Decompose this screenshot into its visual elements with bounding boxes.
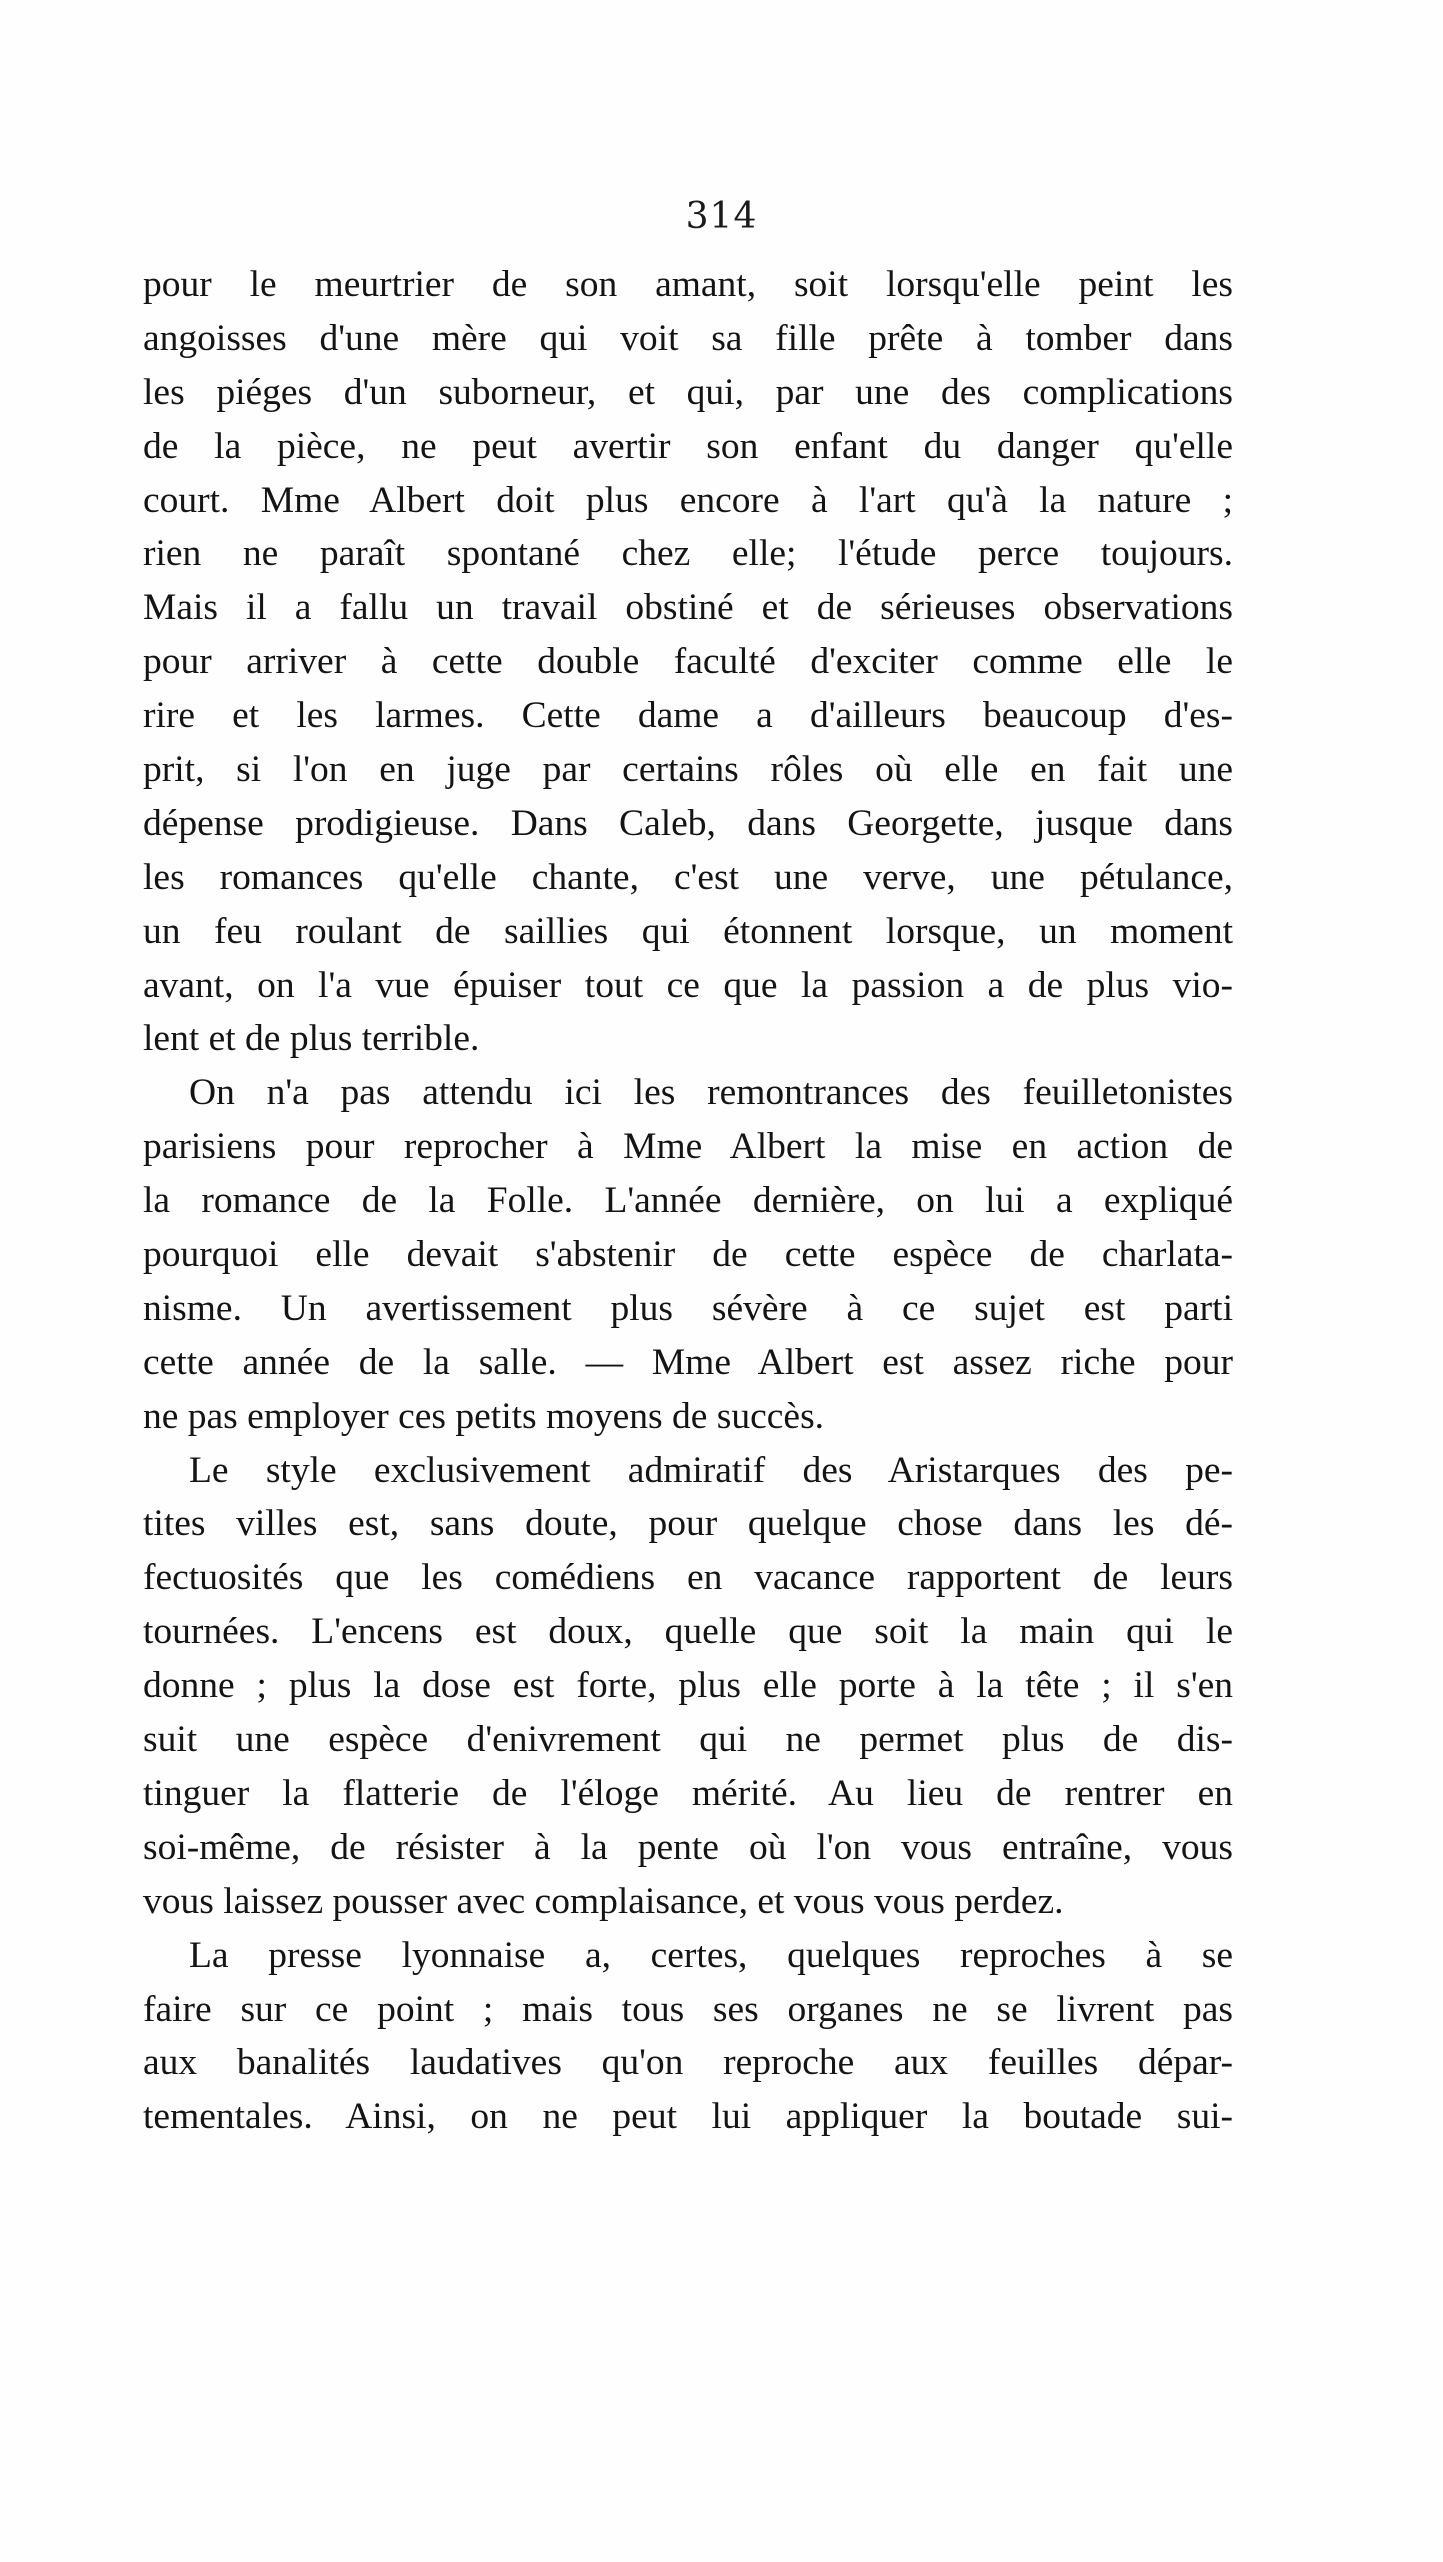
text-line: dépense prodigieuse. Dans Caleb, dans Georgette, jusque dans bbox=[143, 802, 1233, 844]
text-line: rien ne paraît spontané chez elle; l'étude perce toujours. bbox=[143, 533, 1233, 575]
text-line: la romance de la Folle. L'année dernière, on lui a expliqué bbox=[143, 1180, 1233, 1222]
text-line: vous laissez pousser avec complaisance, et vous vous perdez. bbox=[143, 1880, 1064, 1922]
text-line: tites villes est, sans doute, pour quelque chose dans les dé- bbox=[143, 1503, 1233, 1545]
text-line: La presse lyonnaise a, certes, quelques reproches à se bbox=[189, 1934, 1233, 1976]
text-line: pour le meurtrier de son amant, soit lorsqu'elle peint les bbox=[143, 264, 1233, 305]
text-line: parisiens pour reprocher à Mme Albert la mise en action de bbox=[143, 1126, 1233, 1168]
text-line: aux banalités laudatives qu'on reproche aux feuilles dépar- bbox=[143, 2042, 1233, 2084]
text-line: rire et les larmes. Cette dame a d'ailleurs beaucoup d'es- bbox=[143, 695, 1233, 737]
paragraph-3 bbox=[143, 1444, 1233, 1929]
text-line: tementales. Ainsi, on ne peut lui appliquer la boutade sui- bbox=[143, 2096, 1233, 2138]
text-line: court. Mme Albert doit plus encore à l'art qu'à la nature ; bbox=[143, 479, 1233, 521]
text-line: les romances qu'elle chante, c'est une verve, une pétulance, bbox=[143, 856, 1233, 898]
text-line: avant, on l'a vue épuiser tout ce que la passion a de plus vio- bbox=[143, 964, 1233, 1006]
text-line: Le style exclusivement admiratif des Aristarques des pe- bbox=[189, 1449, 1233, 1491]
paragraph-4 bbox=[143, 1929, 1233, 2145]
text-line: soi-même, de résister à la pente où l'on vous entraîne, vous bbox=[143, 1826, 1233, 1868]
text-line: angoisses d'une mère qui voit sa fille prête à tomber dans bbox=[143, 317, 1233, 359]
text-line: de la pièce, ne peut avertir son enfant du danger qu'elle bbox=[143, 425, 1233, 467]
text-line: pourquoi elle devait s'abstenir de cette espèce de charlata- bbox=[143, 1234, 1233, 1276]
text-line: nisme. Un avertissement plus sévère à ce sujet est parti bbox=[143, 1287, 1233, 1329]
text-line: tournées. L'encens est doux, quelle que soit la main qui le bbox=[143, 1611, 1233, 1653]
text-line: pour arriver à cette double faculté d'exciter comme elle le bbox=[143, 641, 1233, 683]
paragraph-1 bbox=[143, 258, 1233, 1066]
text-line: On n'a pas attendu ici les remontrances des feuilletonistes bbox=[189, 1072, 1233, 1114]
text-line: faire sur ce point ; mais tous ses organes ne se livrent pas bbox=[143, 1988, 1233, 2030]
page-number: 314 bbox=[685, 196, 758, 237]
text-line: un feu roulant de saillies qui étonnent lorsque, un moment bbox=[143, 910, 1233, 952]
text-line: Mais il a fallu un travail obstiné et de sérieuses observations bbox=[143, 587, 1233, 629]
text-line: prit, si l'on en juge par certains rôles où elle en fait une bbox=[143, 749, 1233, 791]
body-text bbox=[143, 258, 1233, 2144]
paragraph-2 bbox=[143, 1066, 1233, 1443]
text-line: suit une espèce d'enivrement qui ne permet plus de dis- bbox=[143, 1719, 1233, 1761]
text-line: lent et de plus terrible. bbox=[143, 1018, 480, 1060]
text-line: ne pas employer ces petits moyens de succès. bbox=[143, 1395, 825, 1437]
text-line: tinguer la flatterie de l'éloge mérité. Au lieu de rentrer en bbox=[143, 1772, 1233, 1814]
text-line: les piéges d'un suborneur, et qui, par une des complications bbox=[143, 371, 1233, 413]
text-line: donne ; plus la dose est forte, plus elle porte à la tête ; il s'en bbox=[143, 1665, 1233, 1707]
text-line: fectuosités que les comédiens en vacance rapportent de leurs bbox=[143, 1557, 1233, 1599]
text-line: cette année de la salle. — Mme Albert est assez riche pour bbox=[143, 1341, 1233, 1383]
